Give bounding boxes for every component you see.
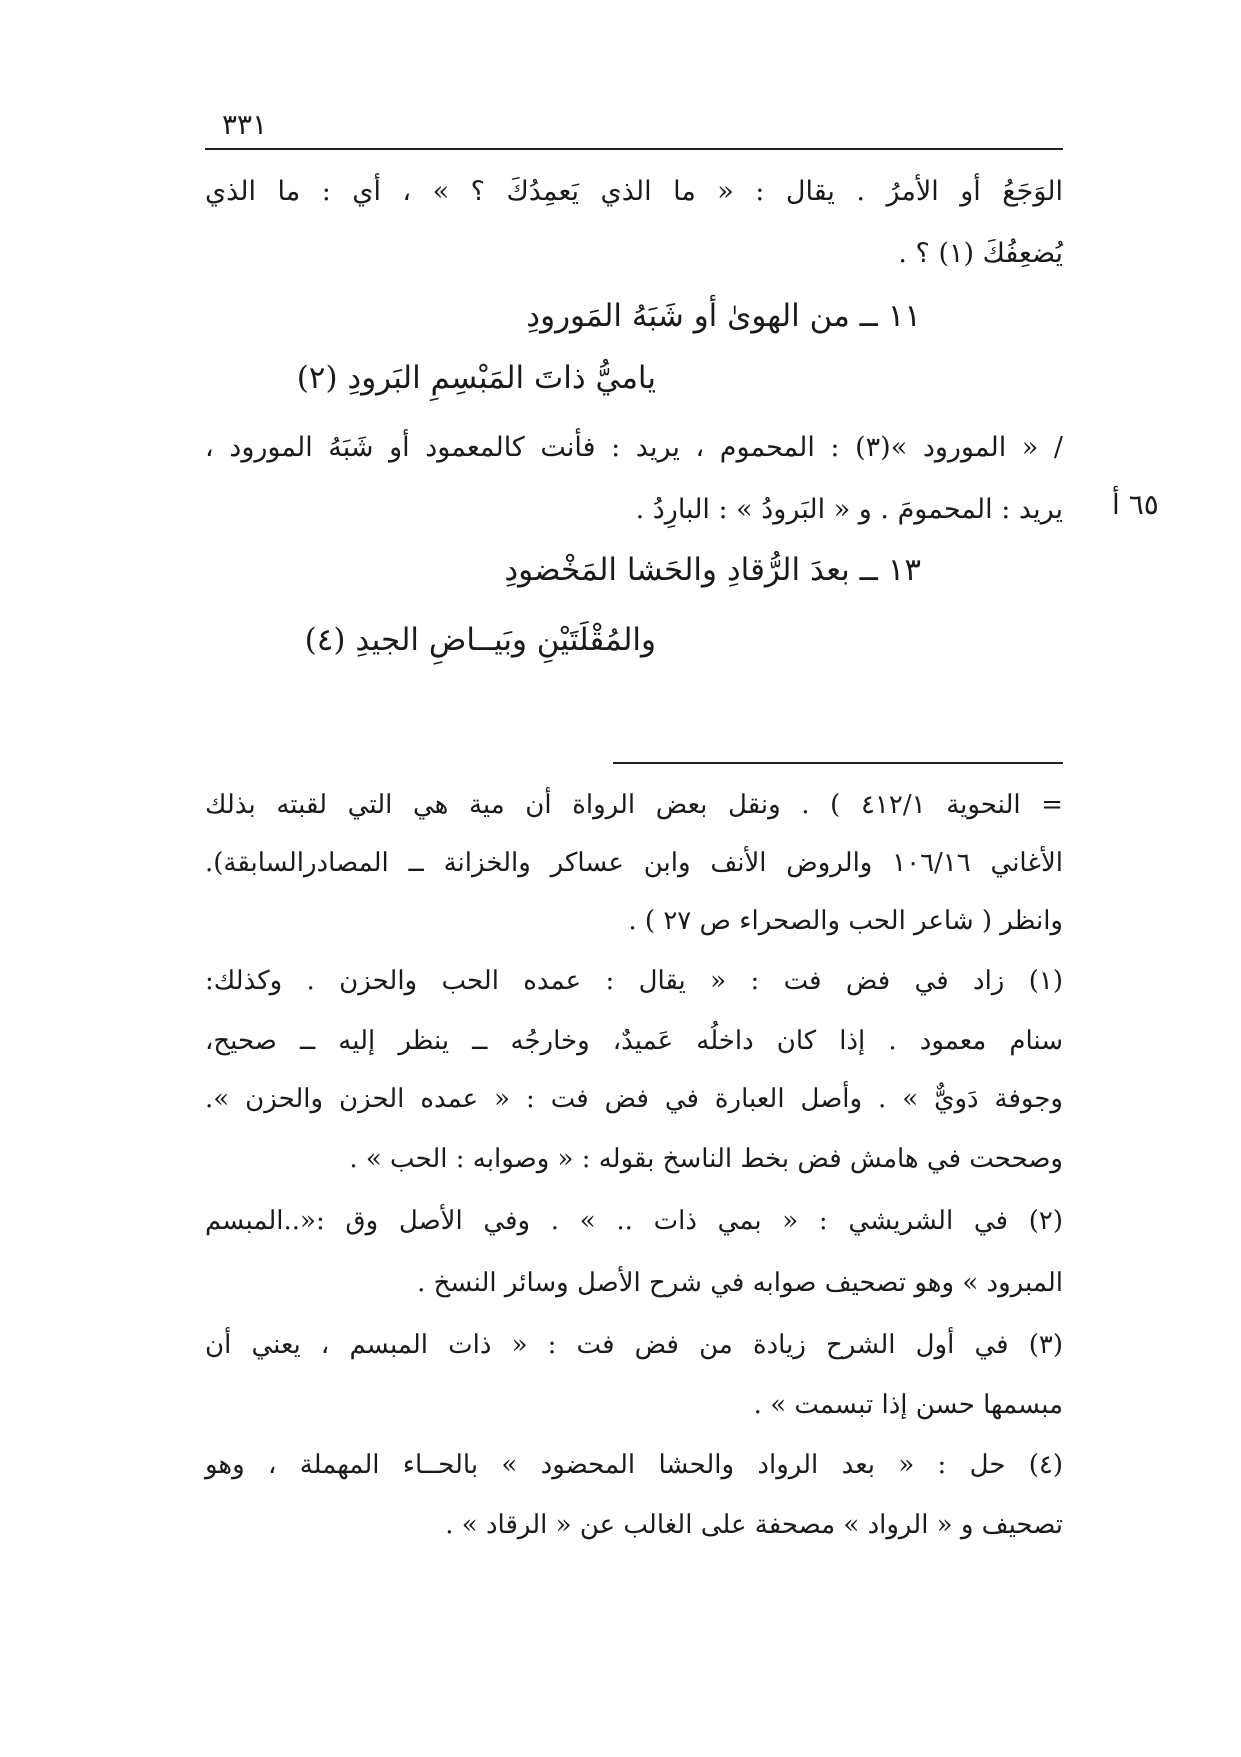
header-rule [205, 148, 1063, 150]
commentary-line-2: يريد : المحمومَ . و « البَرودُ » : البارِدُ . [635, 494, 1063, 525]
verse-13-second-hemistich: والمُقْلَتَيْنِ وبَيــاضِ الجيدِ (٤) [304, 622, 656, 658]
verse-11-first-hemistich: ١١ ــ من الهوىٰ أو شَبَهُ المَورودِ [526, 298, 921, 334]
verse-13-first-hemistich: ١٣ ــ بعدَ الرُّقادِ والحَشا المَخْضودِ [504, 552, 921, 588]
body-line-1: الوَجَعُ أو الأمرُ . يقال : « ما الذي يَعمِدُكَ ؟ » ، أي : ما الذي [205, 176, 1063, 207]
commentary-line-1: / « المورود »(٣) : المحموم ، يريد : فأنت كالمعمود أو شَبَهُ المورود ، [205, 432, 1063, 463]
footnote-rule [613, 762, 1063, 764]
verse-11-second-hemistich: ياميُّ ذاتَ المَبْسِمِ البَرودِ (٢) [296, 360, 656, 396]
footnote-cont-line-3: وانظر ( شاعر الحب والصحراء ص ٢٧ ) . [628, 906, 1063, 936]
footnote-3-line-1: (٣) في أول الشرح زيادة من فض فت : « ذات المبسم ، يعني أن [205, 1330, 1063, 1360]
footnote-4-line-1: (٤) حل : « بعد الرواد والحشا المحضود » بالحــاء المهملة ، وهو [205, 1450, 1063, 1480]
footnote-cont-line-1: = النحوية ٤١٢/١ ) . ونقل بعض الرواة أن مية هي التي لقبته بذلك [205, 790, 1063, 820]
footnote-1-line-2: سنام معمود . إذا كان داخلُه عَميدٌ، وخارجُه ــ ينظر إليه ــ صحيح، [205, 1026, 1063, 1056]
page-number: ٣٣١ [222, 108, 268, 141]
footnote-2-line-1: (٢) في الشريشي : « بمي ذات .. » . وفي الأصل وق :«..المبسم [205, 1206, 1063, 1236]
footnote-2-line-2: المبرود » وهو تصحيف صوابه في شرح الأصل وسائر النسخ . [417, 1268, 1063, 1298]
footnote-3-line-2: مبسمها حسن إذا تبسمت » . [753, 1390, 1063, 1420]
footnote-1-line-4: وصححت في هامش فض بخط الناسخ بقوله : « وصوابه : الحب » . [349, 1144, 1063, 1174]
body-line-2: يُضعِفُكَ (١) ؟ . [898, 238, 1063, 269]
margin-folio-note: ٦٥ أ [1112, 488, 1159, 521]
footnote-1-line-1: (١) زاد في فض فت : « يقال : عمده الحب والحزن . وكذلك: [205, 966, 1063, 996]
footnote-cont-line-2: الأغاني ١٠٦/١٦ والروض الأنف وابن عساكر والخزانة ــ المصادرالسابقة). [205, 848, 1063, 878]
footnote-4-line-2: تصحيف و « الرواد » مصحفة على الغالب عن « الرقاد » . [445, 1510, 1063, 1540]
footnote-1-line-3: وجوفة دَويٌّ » . وأصل العبارة في فض فت : « عمده الحزن والحزن ». [205, 1084, 1063, 1114]
